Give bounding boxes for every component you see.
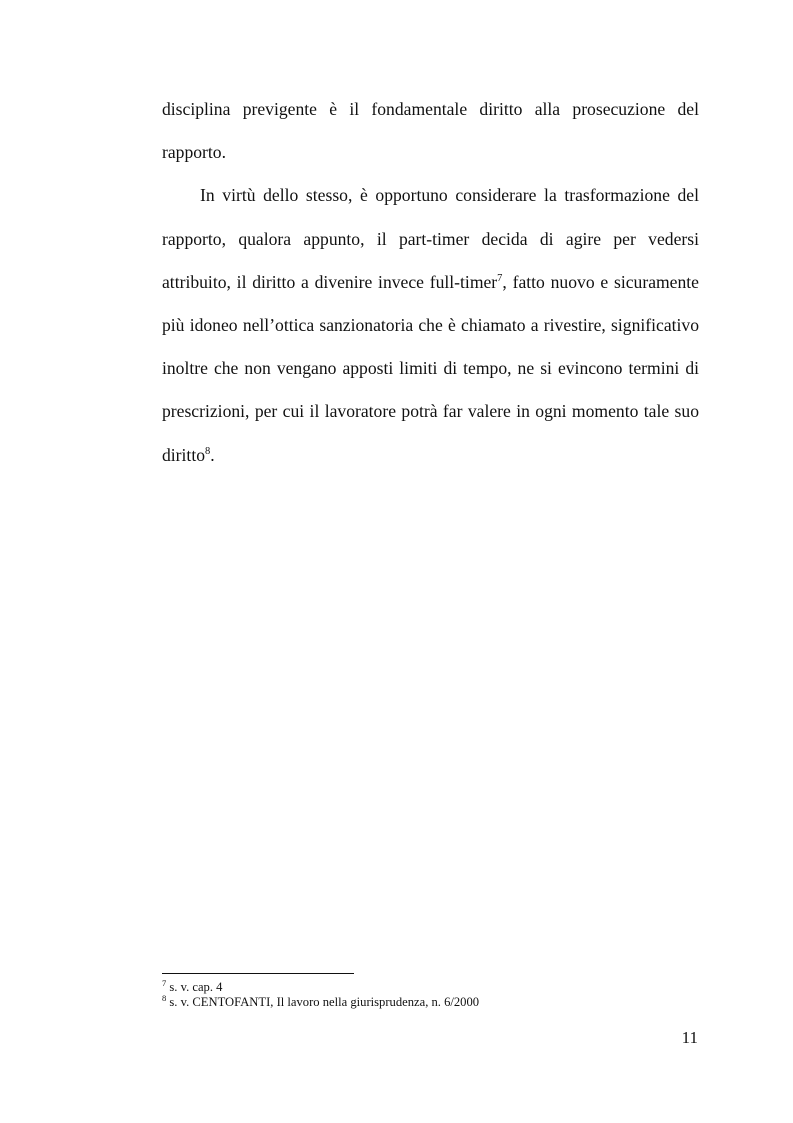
paragraph-2-part-1: In virtù dello stesso, è opportuno considerare la trasformazione del rapporto, qualora appunto, il part-timer decida di agire per vedersi attribuito, il diritto a divenire invece full-timer xyxy=(162,185,699,292)
footnote-reference-7[interactable]: 7 xyxy=(497,272,503,284)
page-number: 11 xyxy=(681,1028,698,1047)
paragraph-2-part-3: . xyxy=(210,444,215,465)
body-text xyxy=(162,88,699,477)
footnote-8 xyxy=(162,995,702,1010)
paragraph-1-text: disciplina previgente è il fondamentale diritto alla prosecuzione del rapporto. xyxy=(162,99,699,163)
footnote-separator xyxy=(162,973,354,974)
paragraph-2-part-2: , fatto nuovo e sicuramente più idoneo nell’ottica sanzionatoria che è chiamato a rivestire, significativo inoltre che non vengano apposti limiti di tempo, ne si evincono termini di prescrizioni, per cui il lavoratore potrà far valere in ogni momento tale suo diritto xyxy=(162,271,699,465)
footnote-7-text: s. v. cap. 4 xyxy=(169,980,223,994)
footnote-8-number: 8 xyxy=(162,993,167,1003)
footnote-7-number: 7 xyxy=(162,978,167,988)
footnote-7 xyxy=(162,980,702,995)
footnote-8-text: s. v. CENTOFANTI, Il lavoro nella giurisprudenza, n. 6/2000 xyxy=(169,995,480,1009)
footnote-reference-8[interactable]: 8 xyxy=(205,445,211,457)
paragraph-continuation xyxy=(162,88,699,174)
paragraph-transformation xyxy=(162,174,699,476)
footnotes xyxy=(162,980,702,1010)
